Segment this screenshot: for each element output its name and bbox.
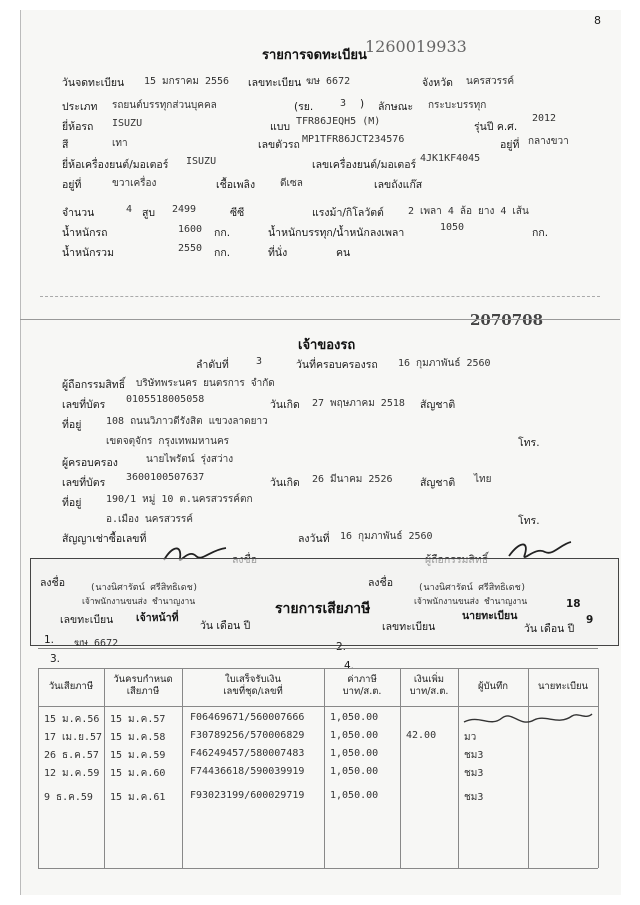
- tax-cell-by: มว: [464, 732, 477, 743]
- weight-label: น้ำหนักรถ: [62, 227, 108, 239]
- col-line: [598, 668, 599, 868]
- row-divider: [38, 668, 598, 669]
- persons-label: คน: [336, 247, 351, 259]
- tax-cell-by: ชม3: [464, 768, 484, 779]
- engine-no-label: เลขเครื่องยนต์/มอเตอร์: [312, 159, 417, 171]
- kg-2: กก.: [532, 227, 549, 239]
- weight: 1600: [178, 224, 203, 235]
- tax-cell-receipt: F46249457/580007483: [190, 748, 305, 759]
- tax-cell-due: 15 ม.ค.59: [110, 750, 166, 761]
- right-officer-pos: เจ้าพนักงานขนส่ง ชำนาญงาน: [414, 597, 528, 607]
- axles: 2 เพลา 4 ล้อ ยาง 4 เส้น: [408, 206, 529, 217]
- tax-cell-receipt: F30789256/570006829: [190, 730, 305, 741]
- reg-date-label: วันจดทะเบียน: [62, 77, 125, 89]
- tel-label: โทร.: [518, 437, 540, 449]
- tax-cell-paid: 12 ม.ค.59: [44, 768, 100, 779]
- vehicle-type: รถยนต์บรรทุกส่วนบุคคล: [112, 100, 217, 111]
- tax-table-header-cell: ผู้บันทึก: [477, 681, 509, 692]
- chassis-label: เลขตัวรถ: [258, 139, 300, 151]
- col-line: [182, 668, 183, 868]
- hp-label: แรงม้า/กิโลวัตต์: [312, 207, 384, 219]
- seats-label: ที่นั่ง: [268, 247, 288, 259]
- tear-line-1: [40, 296, 600, 297]
- engine-brand-label: ยี่ห้อเครื่องยนต์/มอเตอร์: [62, 159, 169, 171]
- cc-label: ซีซี: [230, 207, 245, 219]
- holder-dob: 26 มีนาคม 2526: [312, 474, 393, 485]
- lease-date-label: ลงวันที่: [298, 533, 330, 545]
- load-label: น้ำหนักบรรทุก/น้ำหนักลงเพลา: [268, 227, 405, 239]
- owner-id: 0105518005058: [126, 394, 205, 405]
- col-line: [528, 668, 529, 868]
- lease-label: สัญญาเช่าซื้อเลขที่: [62, 533, 147, 545]
- left-officer-role: เจ้าหน้าที่: [136, 612, 179, 624]
- color: เทา: [112, 138, 128, 149]
- tax-cell-by: ชม3: [464, 750, 484, 761]
- tax-cell-extra: 42.00: [406, 730, 437, 741]
- date-label-left: วัน เดือน ปี: [200, 620, 251, 632]
- page-number: 18: [566, 598, 581, 610]
- kg-3: กก.: [214, 247, 231, 259]
- tax-cell-tax: 1,050.00: [330, 766, 379, 777]
- ry-label: (รย.: [294, 101, 314, 113]
- reg-date: 15 มกราคม 2556: [144, 76, 230, 87]
- engine-brand: ISUZU: [186, 156, 217, 167]
- tax-table-header-cell: ใบเสร็จรับเงิน เลขที่ชุด/เลขที่: [223, 674, 283, 697]
- tax-cell-due: 15 ม.ค.60: [110, 768, 166, 779]
- registrar-signature: [460, 708, 595, 734]
- tax-title: รายการเสียภาษี: [275, 601, 371, 617]
- tax-table-header-cell: วันครบกำหนด เสียภาษี: [113, 674, 173, 697]
- tax-table-header-cell: นายทะเบียน: [537, 681, 589, 692]
- left-officer-pos: เจ้าพนักงานขนส่ง ชำนาญงาน: [82, 597, 196, 607]
- color-label: สี: [62, 139, 69, 151]
- cc: 2499: [172, 204, 197, 215]
- sign-right-label: ลงชื่อ: [368, 577, 393, 589]
- fragment-number: 2070708: [470, 311, 544, 329]
- owner-dob: 27 พฤษภาคม 2518: [312, 398, 405, 409]
- gas-tank-label: เลขถังแก๊ส: [374, 179, 423, 191]
- tax-cell-due: 15 ม.ค.58: [110, 732, 166, 743]
- row-divider: [38, 648, 598, 649]
- holder-label: ผู้ครอบครอง: [62, 457, 118, 469]
- tax-cell-paid: 26 ธ.ค.57: [44, 750, 99, 761]
- model-year-label: รุ่นปี ค.ศ.: [474, 121, 518, 133]
- tax-cell-tax: 1,050.00: [330, 790, 379, 801]
- tax-cell-paid: 17 เม.ย.57: [44, 732, 103, 743]
- location: กลางขวา: [528, 136, 569, 147]
- row1-num: 1.: [44, 634, 55, 646]
- model: TFR86JEQH5 (M): [296, 116, 381, 127]
- registration-title: รายการจดทะเบียน: [262, 48, 367, 63]
- kg-1: กก.: [214, 227, 231, 239]
- total-weight: 2550: [178, 243, 203, 254]
- dob-label: วันเกิด: [270, 399, 300, 411]
- right-officer-role: นายทะเบียน: [462, 610, 518, 622]
- owner-title: เจ้าของรถ: [298, 338, 356, 353]
- province: นครสวรรค์: [466, 76, 515, 87]
- location-label: อยู่ที่: [500, 139, 520, 151]
- holder-nat: ไทย: [474, 474, 492, 485]
- date-label-right: วัน เดือน ปี: [524, 623, 575, 635]
- fuel: ดีเซล: [280, 178, 303, 189]
- cyl-label: สูบ: [142, 207, 156, 219]
- page-number-2: 9: [586, 614, 594, 626]
- brand-label: ยี่ห้อรถ: [62, 121, 94, 133]
- tax-cell-due: 15 ม.ค.61: [110, 792, 166, 803]
- model-label: แบบ: [270, 121, 291, 133]
- plate-label-right: เลขทะเบียน: [382, 621, 436, 633]
- tax-cell-paid: 15 ม.ค.56: [44, 714, 100, 725]
- plate-label-left: เลขทะเบียน: [60, 614, 114, 626]
- tax-table-header-cell: วันเสียภาษี: [48, 681, 94, 692]
- header-divider: [38, 706, 598, 707]
- character: กระบะบรรทุก: [428, 100, 487, 111]
- addr-label: ที่อยู่: [62, 419, 82, 431]
- cylinders: 4: [126, 204, 133, 215]
- character-label: ลักษณะ: [378, 101, 414, 113]
- model-year: 2012: [532, 113, 557, 124]
- fuel-label: เชื้อเพลิง: [216, 179, 256, 191]
- seq: 3: [256, 356, 263, 367]
- holder-name: นายไพรัตน์ รุ่งสว่าง: [146, 454, 234, 465]
- ry-value: 3: [340, 98, 347, 109]
- owner-addr1: 108 ถนนวิภาวดีรังสิต แขวงลาดยาว: [106, 416, 268, 427]
- tax-cell-receipt: F06469671/560007666: [190, 712, 305, 723]
- tear-line-2: [20, 319, 620, 320]
- ry-close: ): [360, 98, 365, 110]
- possess-date: 16 กุมภาพันธ์ 2560: [398, 358, 491, 369]
- holder-addr1: 190/1 หมู่ 10 ต.นครสวรรค์ตก: [106, 494, 253, 505]
- id-label: เลขที่บัตร: [62, 399, 106, 411]
- tax-cell-tax: 1,050.00: [330, 748, 379, 759]
- owner-addr2: เขตจตุจักร กรุงเทพมหานคร: [106, 436, 230, 447]
- col-line: [38, 668, 39, 868]
- holder-id-label: เลขที่บัตร: [62, 477, 106, 489]
- plate-label: เลขทะเบียน: [248, 77, 302, 89]
- holder-nat-label: สัญชาติ: [420, 477, 456, 489]
- num-4: 4.: [344, 660, 355, 672]
- tax-cell-due: 15 ม.ค.57: [110, 714, 166, 725]
- tax-cell-receipt: F74436618/590039919: [190, 766, 305, 777]
- engine-no: 4JK1KF4045: [420, 153, 481, 164]
- tax-cell-tax: 1,050.00: [330, 730, 379, 741]
- nat-label: สัญชาติ: [420, 399, 456, 411]
- tax-table-header-cell: ค่าภาษี บาท/ส.ต.: [342, 674, 382, 697]
- col-line: [458, 668, 459, 868]
- holder-tel-label: โทร.: [518, 515, 540, 527]
- province-label: จังหวัด: [422, 77, 453, 89]
- tax-cell-tax: 1,050.00: [330, 712, 379, 723]
- table-bottom: [38, 868, 598, 869]
- corner-number: 8: [594, 14, 601, 27]
- col-line: [104, 668, 105, 868]
- possess-label: วันที่ครอบครองรถ: [296, 359, 378, 371]
- right-officer-name: (นางนิศารัตน์ ศรีสิทธิเดช): [418, 583, 527, 593]
- col-line: [324, 668, 325, 868]
- count-label: จำนวน: [62, 207, 95, 219]
- tax-cell-paid: 9 ธ.ค.59: [44, 792, 93, 803]
- lease-date: 16 กุมภาพันธ์ 2560: [340, 531, 433, 542]
- holder-id: 3600100507637: [126, 472, 205, 483]
- handwritten-number: 1260019933: [365, 37, 467, 56]
- at-label: อยู่ที่: [62, 179, 82, 191]
- owner-name: บริษัทพระนคร ยนตรการ จำกัด: [136, 378, 275, 389]
- holder-addr-label: ที่อยู่: [62, 497, 82, 509]
- num-2: 2.: [336, 641, 347, 653]
- holder-addr2: อ.เมือง นครสวรรค์: [106, 514, 193, 525]
- holder-dob-label: วันเกิด: [270, 477, 300, 489]
- tax-cell-by: ชม3: [464, 792, 484, 803]
- plate: ฆษ 6672: [306, 76, 351, 87]
- type-label: ประเภท: [62, 101, 98, 113]
- total-label: น้ำหนักรวม: [62, 247, 114, 259]
- owner-label: ผู้ถือกรรมสิทธิ์: [62, 379, 126, 391]
- at-value: ขวาเครื่อง: [112, 178, 157, 189]
- tax-cell-receipt: F93023199/600029719: [190, 790, 305, 801]
- tax-table-header-cell: เงินเพิ่ม บาท/ส.ต.: [409, 674, 449, 697]
- col-line: [400, 668, 401, 868]
- row1-plate: ฆษ 6672: [74, 638, 119, 649]
- chassis: MP1TFR86JCT234576: [302, 134, 405, 145]
- load: 1050: [440, 222, 465, 233]
- left-officer-name: (นางนิศารัตน์ ศรีสิทธิเดช): [90, 583, 199, 593]
- seq-label: ลำดับที่: [196, 359, 229, 371]
- sign-left-label: ลงชื่อ: [40, 577, 65, 589]
- brand: ISUZU: [112, 118, 143, 129]
- num-3: 3.: [50, 653, 61, 665]
